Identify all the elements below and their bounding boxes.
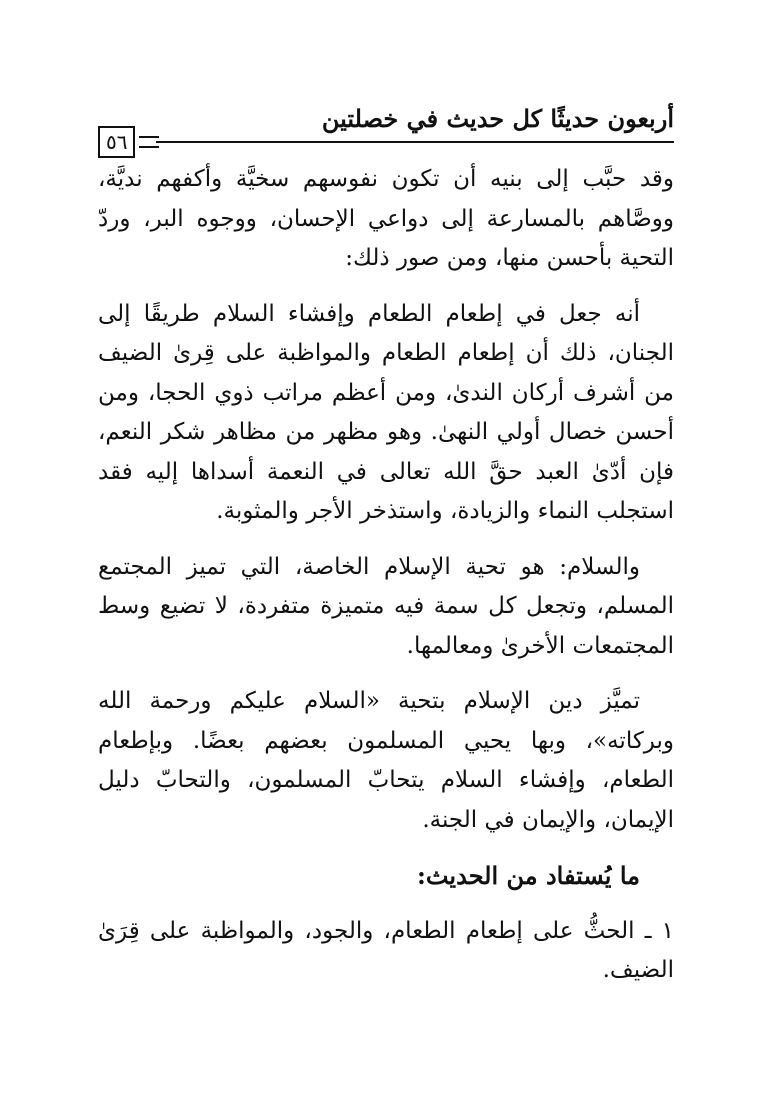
numbered-item: ١ ـ الحثُّ على إطعام الطعام، والجود، والمواظبة على قِرَىٰ الضيف. <box>98 917 674 983</box>
running-title: أربعون حديثًا كل حديث في خصلتين <box>321 104 674 133</box>
page-number-rule <box>139 136 159 148</box>
page-number: ٥٦ <box>98 126 135 158</box>
paragraph: أنه جعل في إطعام الطعام وإفشاء السلام طريقًا إلى الجنان، ذلك أن إطعام الطعام والمواظبة على قِرىٰ الضيف من أشرف أركان الندىٰ، ومن أعظم مراتب ذوي الحجا، ومن أحسن خصال أولي النهىٰ. وهو مظهر من مظاهر شكر النعم، فإن أدّىٰ العبد حقَّ الله تعالى في النعمة أسداها إليه فقد استجلب النماء والزيادة، واستذخر الأجر والمثوبة. <box>98 300 674 524</box>
header-rule <box>156 141 674 143</box>
page-number-box <box>98 126 159 158</box>
paragraph: وقد حبَّب إلى بنيه أن تكون نفوسهم سخيَّة وأكفهم نديَّة، ووصَّاهم بالمسارعة إلى دواعي الإحسان، ووجوه البر، وردّ التحية بأحسن منها، ومن صور ذلك: <box>98 166 674 271</box>
paragraph: والسلام: هو تحية الإسلام الخاصة، التي تميز المجتمع المسلم، وتجعل كل سمة فيه متميزة متفردة، لا تضيع وسط المجتمعات الأخرىٰ ومعالمها. <box>98 553 674 659</box>
section-heading: ما يُستفاد من الحديث: <box>416 861 640 890</box>
paragraph: تميَّز دين الإسلام بتحية «السلام عليكم ورحمة الله وبركاته»، وبها يحيي المسلمون بعضهم بعضًا. وبإطعام الطعام، وإفشاء السلام يتحابّ المسلمون، والتحابّ دليل الإيمان، والإيمان في الجنة. <box>98 688 674 833</box>
page-header <box>98 104 674 154</box>
page-body <box>98 160 674 991</box>
